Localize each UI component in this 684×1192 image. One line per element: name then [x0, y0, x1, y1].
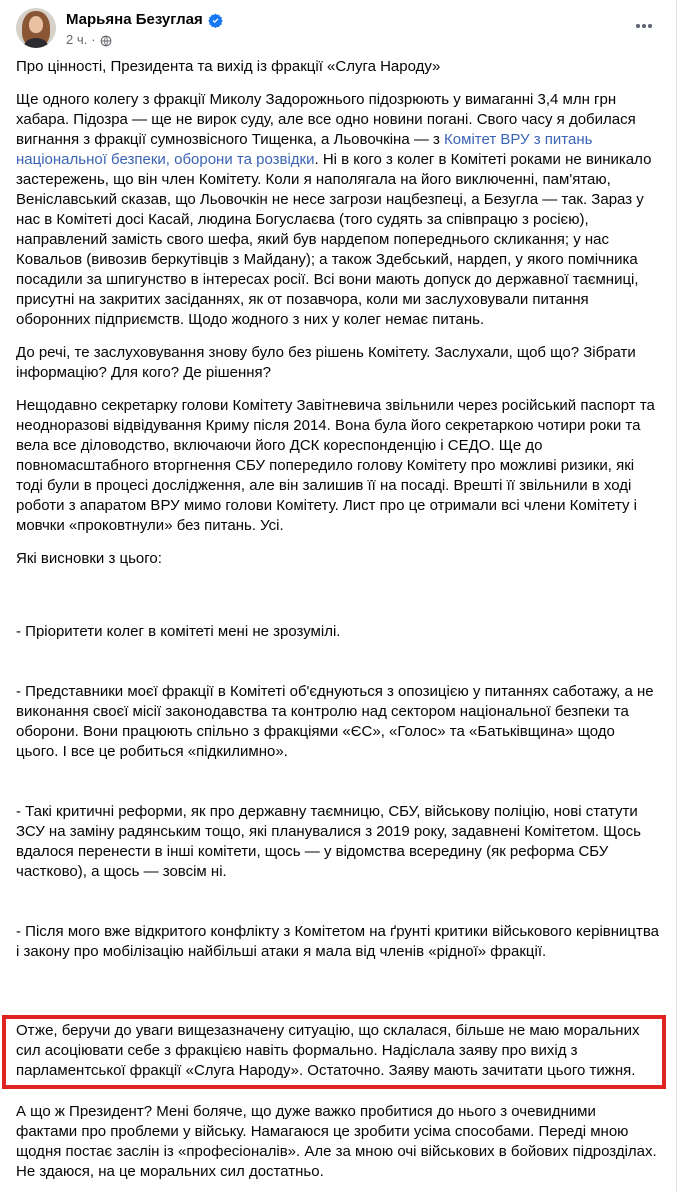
post-body: [0, 57, 676, 1182]
list-item: - Представники моєї фракції в Комітеті об'єднуються з опозицією у питаннях саботажу, а не виконання своєї місії законодавства та контролю над сектором національної безпеки та оборони. Вони працюють спільно з фракціями «ЄС», «Голос» та «Батьківщина» щодо цього. І все це робиться «підкилимно».: [16, 683, 658, 760]
conclusions-list: [16, 582, 664, 1002]
list-item: - Після мого вже відкритого конфлікту з Комітетом на ґрунті критики військового керівництва і закону про мобілізацію найбільші атаки я мала від членів «рідної» фракції.: [16, 923, 664, 960]
paragraph-news-text-before: Ще одного колегу з фракції Миколу Задорожнього підозрюють у вимаганні 3,4 млн грн хабара. Підозра — ще не вирок суду, але все одно новини погані. Свого часу я добилася вигнання з фракції сумнозвісного Тищенка, а Льовочкіна — з: [16, 91, 640, 148]
avatar-shirt: [24, 38, 48, 48]
avatar[interactable]: [16, 8, 56, 48]
highlighted-paragraph-red-box: Отже, беручи до уваги вищезазначену ситуацію, що склалася, більше не маю моральних сил асоціювати себе з фракцією навіть формально. Надіслала заяву про вихід з парламентської фракції «Слуга Народу». Остаточно. Заяву мають зачитати цього тижня.: [2, 1015, 666, 1089]
post-title-line: Про цінності, Президента та вихід із фракції «Слуга Народу»: [16, 58, 441, 75]
list-item: - Пріоритети колег в комітеті мені не зрозумілі.: [16, 623, 341, 640]
header-meta: [66, 8, 223, 48]
committee-page-link[interactable]: Комітет ВРУ з питань національної безпеки, оборони та розвідки: [16, 131, 597, 168]
post-timestamp[interactable]: 2 ч.: [66, 32, 88, 47]
dot-icon: [642, 24, 646, 28]
paragraph-conclusions-intro: Які висновки з цього:: [16, 550, 162, 567]
paragraph-news-text-after: . Ні в кого з колег в Комітеті роками не виникало застережень, що він член Комітету. Коли я наполягала на його виключенні, пам'ятаю, Веніславський сказав, що Льовочкін не несе загрози нацбезпеці, а Безугла — так. Зараз у нас в Комітеті досі Касай, людина Богуслаєва (того судять за співпрацю з росією), направлений замість свого шефа, який був нардепом попереднього скликання; у нас Ковальов (вивозив беркутівців з Майдану); а також Здебський, нардеп, у якого помічника посадили за шпигунство в інтересах росії. Всі вони мають допуск до державної таємниці, присутні на закритих засіданнях, як от позавчора, коли ми заслуховували питання оборонних підприємств. Щодо жодного з них у колег немає питань.: [16, 151, 656, 328]
verified-badge-icon: [208, 13, 223, 28]
paragraph-secretary: Нещодавно секретарку голови Комітету Завітневича звільнили через російський паспорт та неодноразові відвідування Криму після 2014. Вона була його секретаркою чотири роки та вела все діловодство, включаючи його ДСК кореспонденцію і СЕДО. Ще до повномасштабного вторгнення СБУ попередило голову Комітету про можливі ризики, які тоді були в процесі дослідження, але він залишив її на посаді. Врешті її звільнили в ході роботи з апаратом ВРУ мимо голови Комітету. Лист про це отримали всі члени Комітету і мовчки «проковтнули» без питань. Усі.: [16, 397, 660, 534]
more-options-button[interactable]: [630, 18, 658, 34]
avatar-face: [29, 16, 43, 33]
paragraph-hearing: До речі, те заслуховування знову було без рішень Комітету. Заслухали, щоб що? Зібрати інформацію? Для кого? Де рішення?: [16, 344, 640, 381]
paragraph-news: [16, 90, 660, 330]
post-header: [0, 0, 676, 48]
paragraph-president: А що ж Президент? Мені боляче, що дуже важко пробитися до нього з очевидними фактами про проблеми у війську. Намагаюся це зробити усіма способами. Переді мною щодня постає заслін із «професіоналів». Але за мною очі військових в бойових підрозділах. Не здаюся, на це моральних сил достатньо.: [16, 1103, 661, 1180]
dot-icon: [648, 24, 652, 28]
dot-separator: ·: [91, 32, 96, 47]
list-item: - Такі критичні реформи, як про державну таємницю, СБУ, військову поліцію, нові статути ЗСУ на заміну радянським тощо, які планувалися з 2019 року, задавнені Комітетом. Щось вдалося перенести в інші комітети, щось — у відомства всередину (як реформа СБУ частково), а щось — зовсім ні.: [16, 803, 646, 880]
time-row: [66, 32, 223, 48]
globe-audience-icon: [100, 35, 112, 47]
dot-icon: [636, 24, 640, 28]
author-name-link[interactable]: Марьяна Безуглая: [66, 11, 203, 28]
author-row: [66, 10, 223, 29]
